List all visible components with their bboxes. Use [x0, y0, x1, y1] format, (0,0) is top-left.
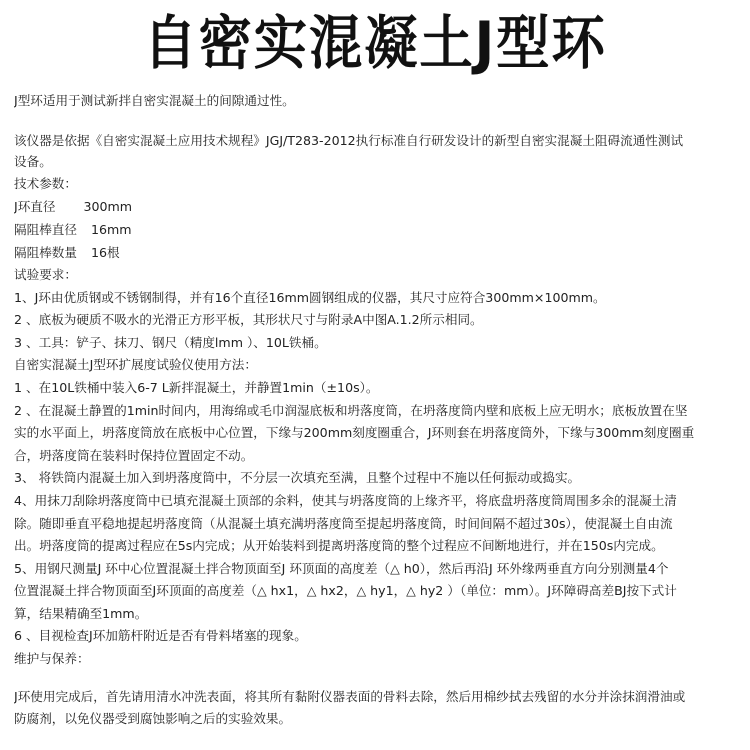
usage-step-1: 1 、在10L铁桶中装入6-7 L新拌混凝土，并静置1min（±10s）。: [14, 380, 379, 395]
param-ring-diameter-value: 300mm: [83, 199, 133, 214]
param-rod-count-label: 隔阻棒数量: [14, 245, 77, 260]
maintenance-heading: 维护与保养：: [14, 651, 90, 666]
param-ring-diameter: [14, 196, 736, 218]
usage-step-3: 3、 将铁筒内混凝土加入到坍落度筒中，不分层一次填充至满，且整个过程中不施以任何振动或捣实。: [14, 470, 581, 485]
param-rod-count-value: 16根: [90, 245, 120, 260]
param-ring-diameter-label: J环直径: [14, 199, 56, 214]
usage-step-5-line-3: 算，结果精确至1mm。: [14, 606, 148, 621]
requirement-2: 2 、底板为硬质不吸水的光滑正方形平板，其形状尺寸与附录A中图A.1.2所示相同。: [14, 312, 483, 327]
requirement-1: 1、J环由优质钢或不锈钢制得，并有16个直径16mm圆钢组成的仪器，其尺寸应符合300mm×100mm。: [14, 290, 606, 305]
param-rod-count: [14, 242, 736, 264]
requirements-heading: 试验要求：: [14, 267, 77, 282]
usage-step-4-line-1: 4、用抹刀刮除坍落度筒中已填充混凝土顶部的余料，使其与坍落度筒的上缘齐平，将底盘坍落度筒周围多余的混凝土清: [14, 493, 677, 508]
usage-step-2-line-1: 2 、在混凝土静置的1min时间内，用海绵或毛巾润湿底板和坍落度筒，在坍落度筒内壁和底板上应无明水；底板放置在坚: [14, 403, 688, 418]
usage-step-2-line-2: 实的水平面上，坍落度筒放在底板中心位置，下缘与200mm刻度圈重合，J环则套在坍落度筒外，下缘与300mm刻度圈重: [14, 425, 695, 440]
usage-step-2-line-3: 合，坍落度筒在装料时保持位置固定不动。: [14, 448, 254, 463]
description-line-1: 该仪器是依据《自密实混凝土应用技术规程》JGJ/T283-2012执行标准自行研发设计的新型自密实混凝土阻碍流通性测试: [14, 133, 684, 148]
param-rod-diameter: [14, 219, 736, 241]
usage-step-5-line-1: 5、用钢尺测量J 环中心位置混凝土拌合物顶面至J 环顶面的高度差（△ h0），然后再沿J 环外缘两垂直方向分别测量4个: [14, 561, 669, 576]
usage-step-6: 6 、目视检查J环加筋杆附近是否有骨料堵塞的现象。: [14, 628, 307, 643]
tech-params-heading: 技术参数：: [14, 176, 77, 191]
usage-heading: 自密实混凝土J型环扩展度试验仪使用方法：: [14, 357, 257, 372]
page-title: 自密实混凝土J型环: [143, 9, 607, 77]
usage-step-4-line-2: 除。随即垂直平稳地提起坍落度筒（从混凝土填充满坍落度筒至提起坍落度筒，时间间隔不超过30s），使混凝土自由流: [14, 516, 673, 531]
usage-step-5-line-2: 位置混凝土拌合物顶面至J环顶面的高度差（△ hx1，△ hx2，△ hy1，△ hy2 ）（单位：mm）。J环障碍高差BJ按下式计: [14, 583, 677, 598]
param-rod-diameter-label: 隔阻棒直径: [14, 222, 77, 237]
maintenance-line-1: J环使用完成后，首先请用清水冲洗表面，将其所有黏附仪器表面的骨料去除，然后用棉纱拭去残留的水分并涂抹润滑油或: [14, 689, 686, 704]
maintenance-line-2: 防腐剂，以免仪器受到腐蚀影响之后的实验效果。: [14, 711, 292, 726]
intro-line: J型环适用于测试新拌自密实混凝土的间隙通过性。: [14, 93, 295, 108]
requirement-3: 3 、工具：铲子、抹刀、钢尺（精度lmm ）、10L铁桶。: [14, 335, 327, 350]
param-rod-diameter-value: 16mm: [90, 222, 132, 237]
usage-step-4-line-3: 出。坍落度筒的提离过程应在5s内完成；从开始装料到提离坍落度筒的整个过程应不间断地进行，并在150s内完成。: [14, 538, 664, 553]
description-line-2: 设备。: [14, 154, 52, 169]
